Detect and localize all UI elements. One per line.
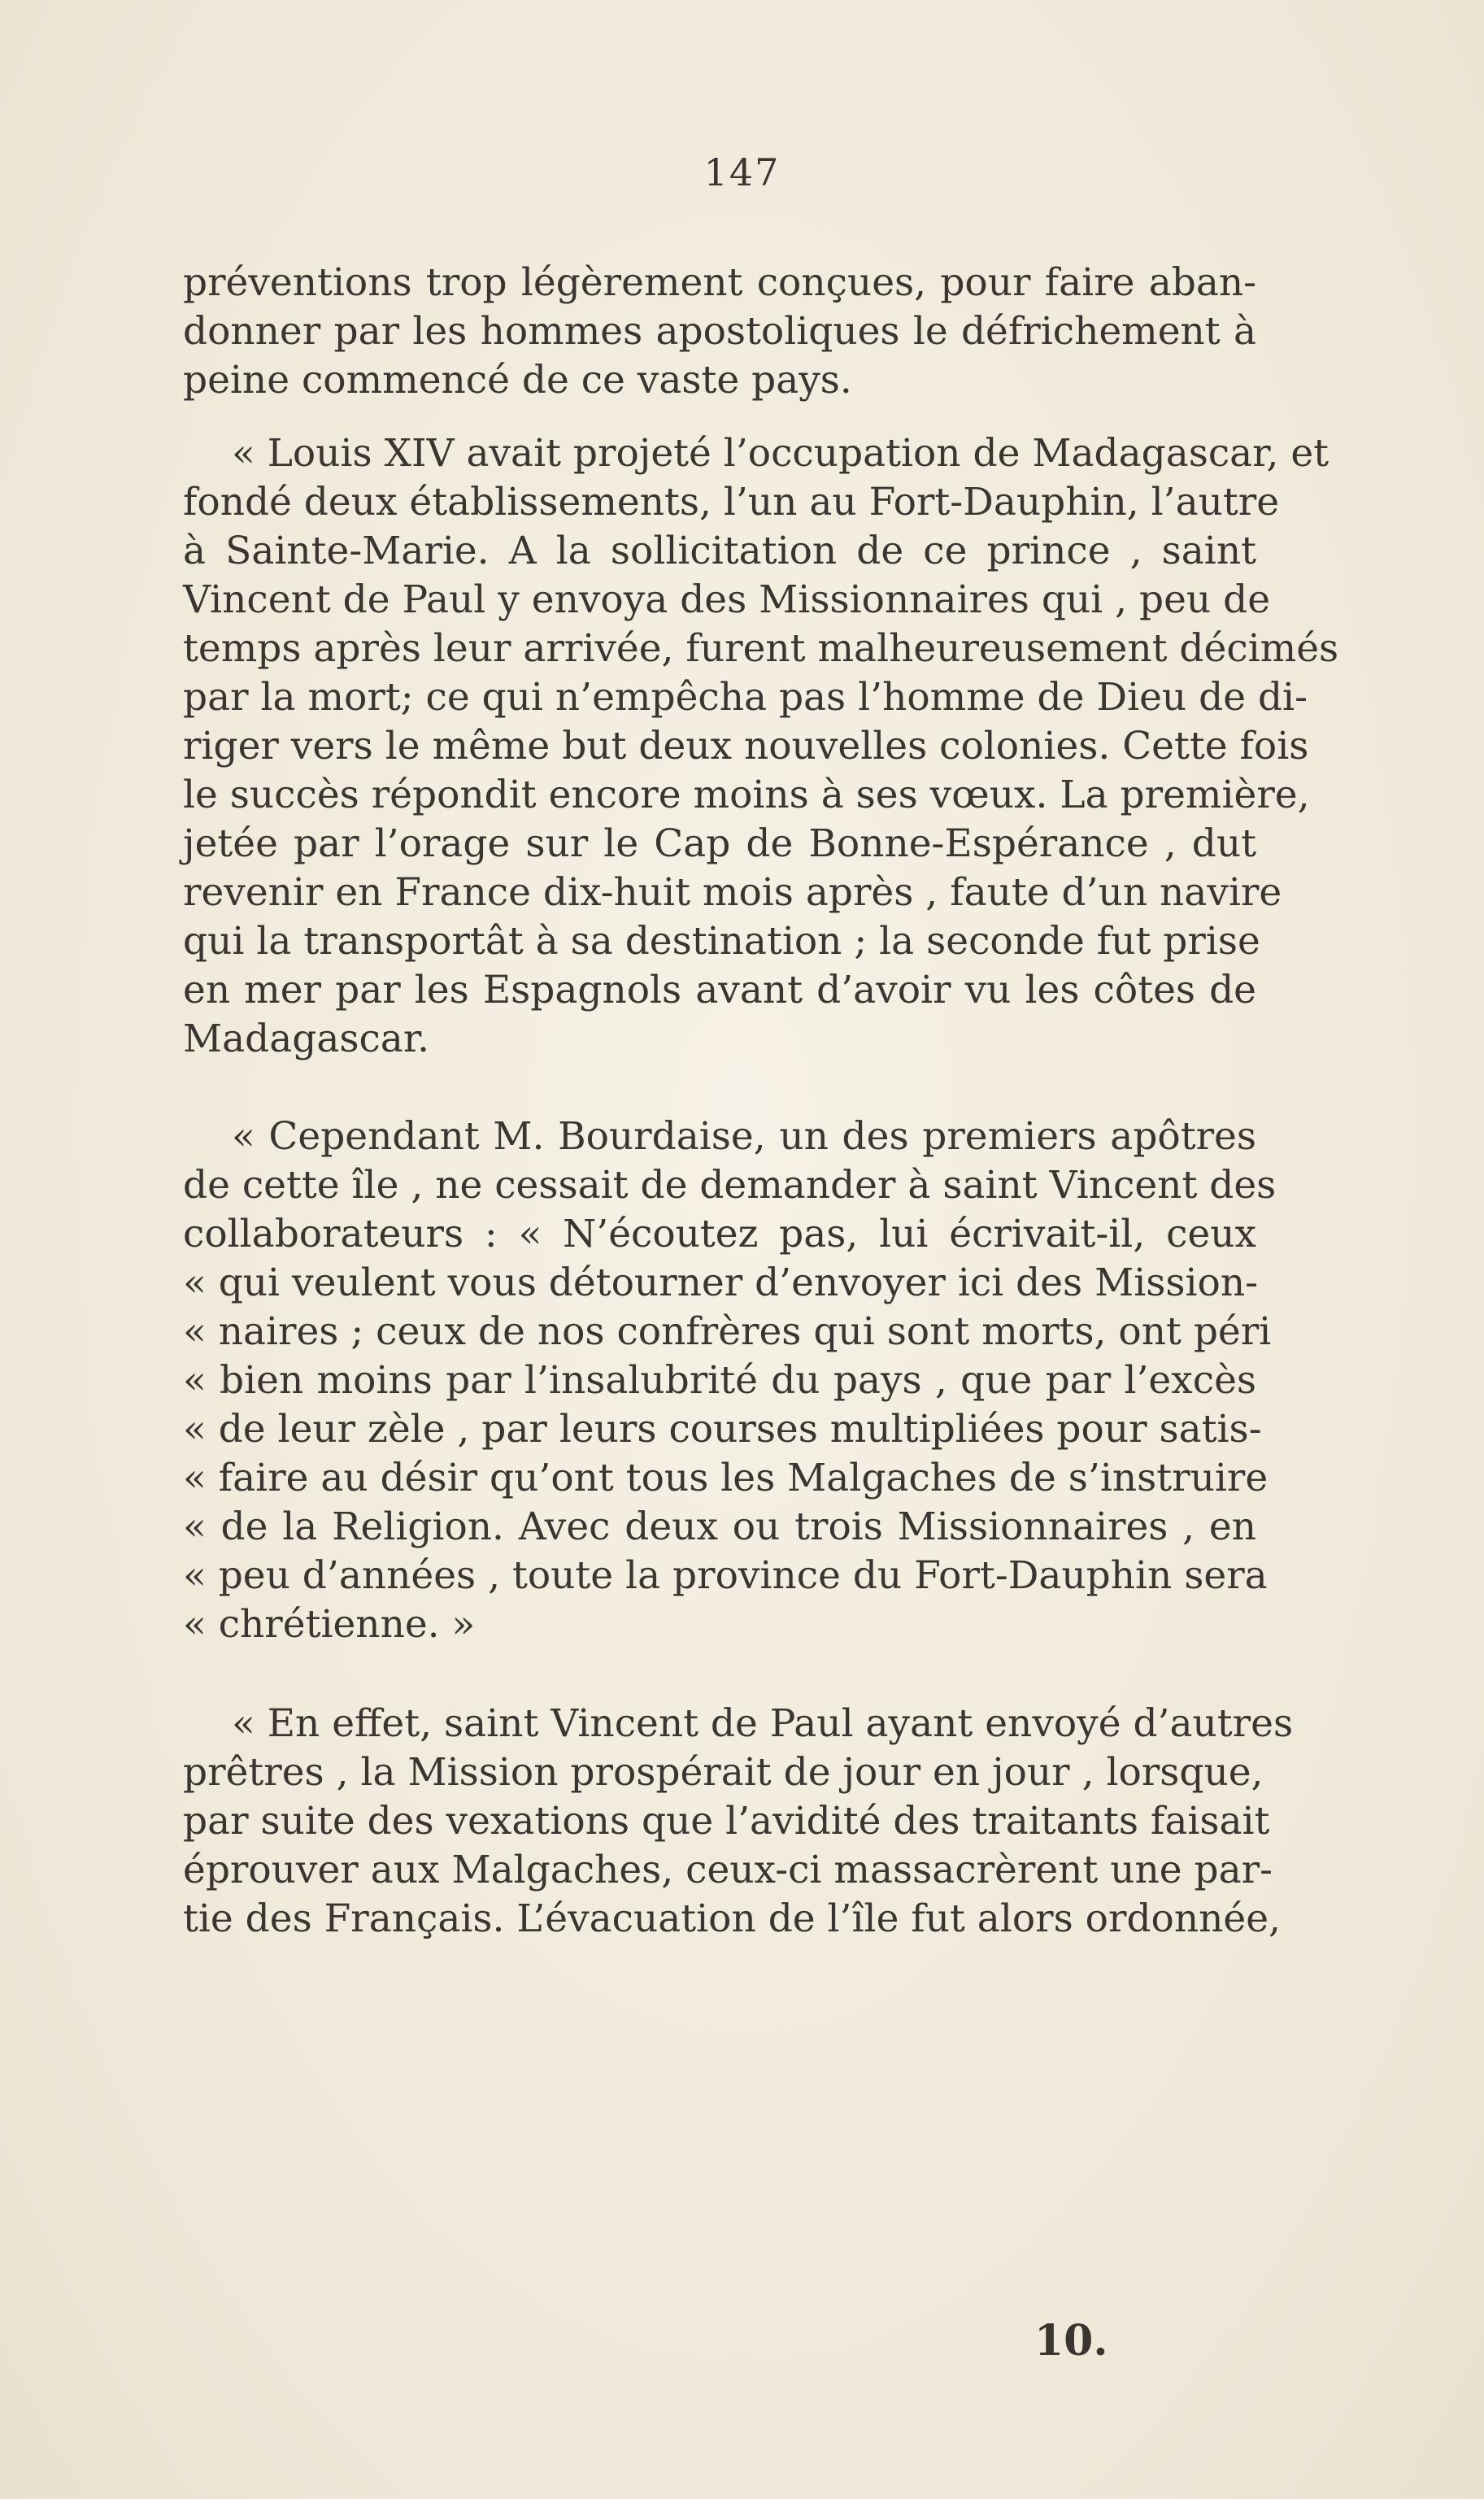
paragraph-1 bbox=[183, 259, 1256, 405]
text-line: en mer par les Espagnols avant d’avoir vu les côtes de bbox=[183, 968, 1256, 1012]
text-line: « naires ; ceux de nos confrères qui sont morts, ont péri bbox=[183, 1309, 1272, 1354]
text-line: « En effet, saint Vincent de Paul ayant envoyé d’autres bbox=[232, 1701, 1294, 1746]
text-line: « qui veulent vous détourner d’envoyer ici des Mission- bbox=[183, 1260, 1258, 1305]
text-line: tie des Français. L’évacuation de l’île fut alors ordonnée, bbox=[183, 1896, 1281, 1941]
text-line: riger vers le même but deux nouvelles colonies. Cette fois bbox=[183, 724, 1309, 768]
text-line: revenir en France dix-huit mois après , faute d’un navire bbox=[183, 870, 1282, 915]
text-line: préventions trop légèrement conçues, pour faire aban- bbox=[183, 260, 1256, 305]
text-line: « faire au désir qu’ont tous les Malgaches de s’instruire bbox=[183, 1456, 1269, 1500]
text-line: collaborateurs : « N’écoutez pas, lui écrivait-il, ceux bbox=[183, 1212, 1256, 1256]
signature-mark: 10. bbox=[1034, 2316, 1108, 2366]
paragraph-3 bbox=[183, 1112, 1277, 1649]
text-line: « de la Religion. Avec deux ou trois Missionnaires , en bbox=[183, 1504, 1256, 1549]
text-line: temps après leur arrivée, furent malheureusement décimés bbox=[183, 626, 1339, 671]
page-number: 147 bbox=[703, 150, 781, 194]
text-line: par suite des vexations que l’avidité des traitants faisait bbox=[183, 1799, 1270, 1844]
text-line: qui la transportât à sa destination ; la seconde fut prise bbox=[183, 919, 1260, 964]
text-line: prêtres , la Mission prospérait de jour en jour , lorsque, bbox=[183, 1750, 1264, 1795]
text-line: « Cependant M. Bourdaise, un des premiers apôtres bbox=[232, 1114, 1256, 1159]
text-line: Vincent de Paul y envoya des Missionnaires qui , peu de bbox=[183, 577, 1271, 622]
text-line: « de leur zèle , par leurs courses multipliées pour satis- bbox=[183, 1407, 1262, 1452]
text-line: « bien moins par l’insalubrité du pays , que par l’excès bbox=[183, 1358, 1256, 1403]
text-line: à Sainte-Marie. A la sollicitation de ce prince , saint bbox=[183, 529, 1256, 573]
text-line: « chrétienne. » bbox=[183, 1602, 476, 1647]
paragraph-4 bbox=[183, 1700, 1294, 1944]
paragraph-2 bbox=[183, 429, 1339, 1064]
text-line: « Louis XIV avait projeté l’occupation de Madagascar, et bbox=[232, 431, 1330, 476]
text-line: de cette île , ne cessait de demander à saint Vincent des bbox=[183, 1163, 1277, 1208]
text-line: éprouver aux Malgaches, ceux-ci massacrèrent une par- bbox=[183, 1848, 1273, 1892]
text-line: fondé deux établissements, l’un au Fort-Dauphin, l’autre bbox=[183, 480, 1280, 525]
text-line: Madagascar. bbox=[183, 1017, 430, 1061]
text-line: jetée par l’orage sur le Cap de Bonne-Espérance , dut bbox=[183, 821, 1256, 866]
text-line: peine commencé de ce vaste pays. bbox=[183, 358, 852, 403]
text-line: le succès répondit encore moins à ses vœux. La première, bbox=[183, 773, 1310, 817]
text-line: par la mort; ce qui n’empêcha pas l’homme de Dieu de di- bbox=[183, 675, 1308, 720]
text-line: donner par les hommes apostoliques le défrichement à bbox=[183, 309, 1256, 354]
body-text bbox=[183, 259, 1339, 1944]
text-line: « peu d’années , toute la province du Fort-Dauphin sera bbox=[183, 1553, 1268, 1598]
